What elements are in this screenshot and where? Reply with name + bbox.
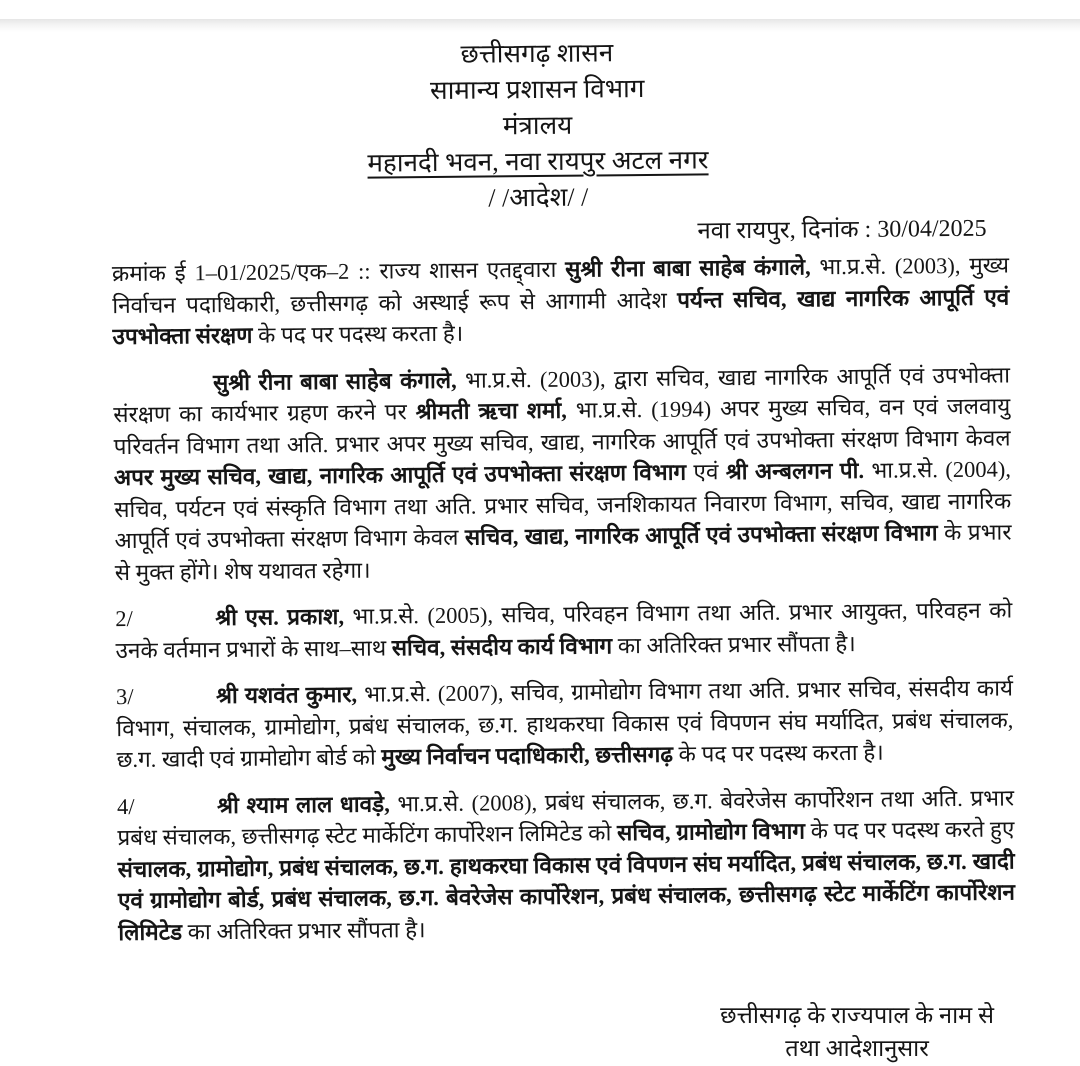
paragraph-text: श्री श्याम लाल धावड़े, भा.प्र.से. (2008), प्रबंध संचालक, छ.ग. बेवरेजेस कार्पोरेशन तथा अति. प्रभार प्रबंध संचालक, छत्तीसगढ़ स्टेट मार्केटिंग कार्पोरेशन लिमिटेड को सचिव, ग्रामोद्योग विभाग के पद पर पदस्थ करते हुए संचालक, ग्रामोद्योग, प्रबंध संचालक, छ.ग. हाथकरघा विकास एवं विपणन संघ मर्यादित, प्रबंध संचालक, छ.ग. खादी एवं ग्रामोद्योग बोर्ड, प्रबंध संचालक, छ.ग. बेवरेजेस कार्पोरेशन, प्रबंध संचालक, छत्तीसगढ़ स्टेट मार्केटिंग कार्पोरेशन लिमिटेड का अतिरिक्त प्रभार सौंपता है। xyxy=(117,784,1016,945)
paragraph-charge-handover xyxy=(113,359,1012,588)
paragraph-number: 3/ xyxy=(115,683,134,710)
paragraph-text: क्रमांक ई 1–01/2025/एक–2 :: राज्य शासन एतद्द्वारा सुश्री रीना बाबा साहेब कंगाले, भा.प्र.से. (2003), मुख्य निर्वाचन पदाधिकारी, छत्तीसगढ़ को अस्थाई रूप से आगामी आदेश पर्यन्त सचिव, खाद्य नागरिक आपूर्ति एवं उपभोक्ता संरक्षण के पद पर पदस्थ करता है। xyxy=(111,252,1010,350)
header-government: छत्तीसगढ़ शासन xyxy=(460,38,614,69)
paragraph-text: श्री एस. प्रकाश, भा.प्र.से. (2005), सचिव, परिवहन विभाग तथा अति. प्रभार आयुक्त, परिवहन को उनके वर्तमान प्रभारों के साथ–साथ सचिव, संसदीय कार्य विभाग का अतिरिक्त प्रभार सौंपता है। xyxy=(115,597,1013,663)
header-department: सामान्य प्रशासन विभाग xyxy=(429,73,645,106)
paragraph-number: 4/ xyxy=(116,793,135,819)
paragraph-item-2 xyxy=(115,594,1013,666)
paragraph-number: 2/ xyxy=(115,605,133,632)
signature-authority: छत्तीसगढ़ के राज्यपाल के नाम से xyxy=(720,1003,994,1029)
dateline: नवा रायपुर, दिनांक : 30/04/2025 xyxy=(697,215,987,245)
paragraph-text: श्री यशवंत कुमार, भा.प्र.से. (2007), सचिव, ग्रामोद्योग विभाग तथा अति. प्रभार सचिव, संसदीय कार्य विभाग, संचालक, ग्रामोद्योग, प्रबंध संचालक, छ.ग. हाथकरघा विकास एवं विपणन संघ मर्यादित, प्रबंध संचालक, छ.ग. खादी एवं ग्रामोद्योग बोर्ड को मुख्य निर्वाचन पदाधिकारी, छत्तीसगढ़ के पद पर पदस्थ करता है। xyxy=(116,675,1014,773)
signature-by-order: तथा आदेशानुसार xyxy=(785,1036,929,1062)
paragraph-order-main xyxy=(112,249,1010,352)
document-header xyxy=(0,31,1078,221)
order-title: / /आदेश/ / xyxy=(488,182,589,213)
header-ministry: मंत्रालय xyxy=(502,110,573,141)
signature-block xyxy=(720,1000,994,1066)
paragraph-item-4 xyxy=(117,782,1015,948)
paragraph-text: सुश्री रीना बाबा साहेब कंगाले, भा.प्र.से. (2003), द्वारा सचिव, खाद्य नागरिक आपूर्ति एवं उपभोक्ता संरक्षण का कार्यभार ग्रहण करने पर श्रीमती ऋचा शर्मा, भा.प्र.से. (1994) अपर मुख्य सचिव, वन एवं जलवायु परिवर्तन विभाग तथा अति. प्रभार अपर मुख्य सचिव, खाद्य, नागरिक आपूर्ति एवं उपभोक्ता संरक्षण विभाग केवल अपर मुख्य सचिव, खाद्य, नागरिक आपूर्ति एवं उपभोक्ता संरक्षण विभाग एवं श्री अन्बलगन पी. भा.प्र.से. (2004), सचिव, पर्यटन एवं संस्कृति विभाग तथा अति. प्रभार सचिव, जनशिकायत निवारण विभाग, सचिव, खाद्य नागरिक आपूर्ति एवं उपभोक्ता संरक्षण विभाग केवल सचिव, खाद्य, नागरिक आपूर्ति एवं उपभोक्ता संरक्षण विभाग के प्रभार से मुक्त होंगे। शेष यथावत रहेगा। xyxy=(113,361,1012,585)
order-body xyxy=(112,249,1016,948)
paragraph-item-3 xyxy=(116,672,1014,775)
header-address: महानदी भवन, नवा रायपुर अटल नगर xyxy=(367,145,709,178)
